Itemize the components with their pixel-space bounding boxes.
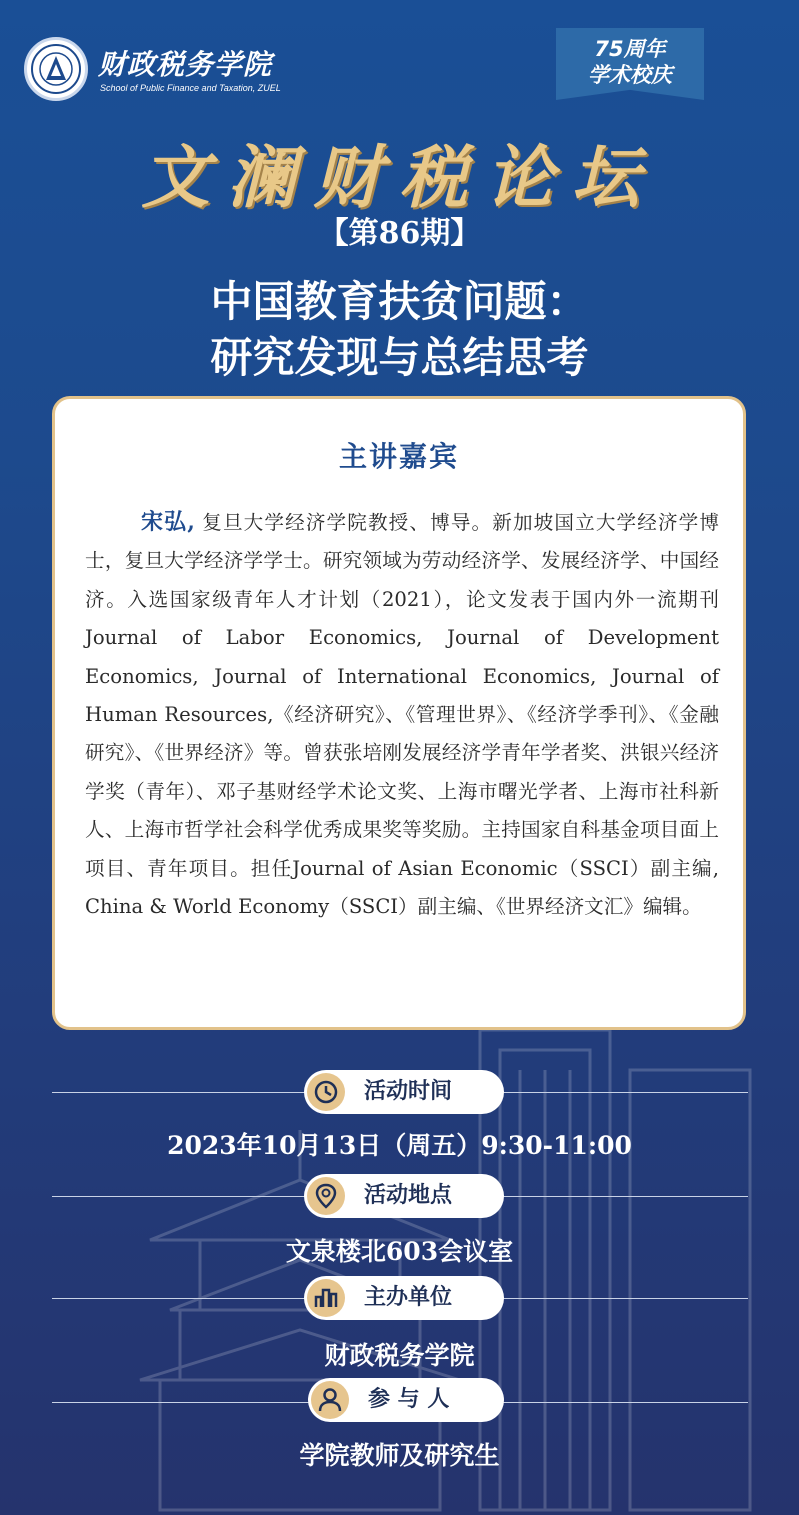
building-chart-icon [307,1279,345,1317]
anniversary-text [556,36,704,88]
host-value: 财政税务学院 [324,1341,475,1370]
anniversary-line1: 75周年 [594,37,666,61]
host-label: 主办单位 [364,1285,453,1310]
place-label: 活动地点 [364,1183,453,1208]
issue-number: 【第86期】 [318,216,481,251]
speaker-bio-text: 复旦大学经济学院教授、博导。新加坡国立大学经济学博士，复旦大学经济学学士。研究领域为劳动经济学、发展经济学、中国经济。入选国家级青年人才计划（2021），论文发表于国内外一流期刊Journal of Labor Economics, Journal of Development Economics, Journal of International Economics, Journal of Human Resources,《经济研究》、《管理世界》、《经济学季刊》、《金融研究》、《世界经济》等。曾获张培刚发展经济学青年学者奖、洪银兴经济学奖（青年）、邓子基财经学术论文奖、上海市曙光学者、上海市社科新人、上海市哲学社会科学优秀成果奖等奖励。主持国家自科基金项目面上项目、青年项目。担任Journal of Asian Economic（SSCI）副主编, China & World Economy（SSCI）副主编、《世界经济文汇》编辑。 [85,511,719,919]
audience-label: 参 与 人 [368,1387,450,1412]
school-emblem-icon [24,37,88,101]
speaker-card [52,396,746,1030]
audience-pill [308,1378,504,1422]
place-pill [304,1174,504,1218]
speaker-heading: 主讲嘉宾 [338,440,459,473]
school-name-en: School of Public Finance and Taxation, ZUEL [100,83,281,93]
person-icon [311,1381,349,1419]
time-label: 活动时间 [364,1079,453,1104]
school-name-cn: 财政税务学院 [98,48,273,81]
time-pill [304,1070,504,1114]
topic-line2: 研究发现与总结思考 [210,333,589,382]
audience-value: 学院教师及研究生 [299,1441,500,1470]
clock-icon [307,1073,345,1111]
place-value: 文泉楼北603会议室 [285,1237,514,1266]
school-logo [24,37,294,103]
topic-line1: 中国教育扶贫问题： [210,277,589,326]
host-pill [304,1276,504,1320]
lecture-topic [0,274,799,386]
location-pin-icon [307,1177,345,1215]
anniversary-line2: 学术校庆 [588,63,672,87]
speaker-bio [85,503,719,926]
forum-title: 文澜财税论坛 [141,138,658,218]
time-value: 2023年10月13日（周五）9:30-11:00 [167,1131,632,1160]
speaker-name: 宋弘, [141,509,195,535]
